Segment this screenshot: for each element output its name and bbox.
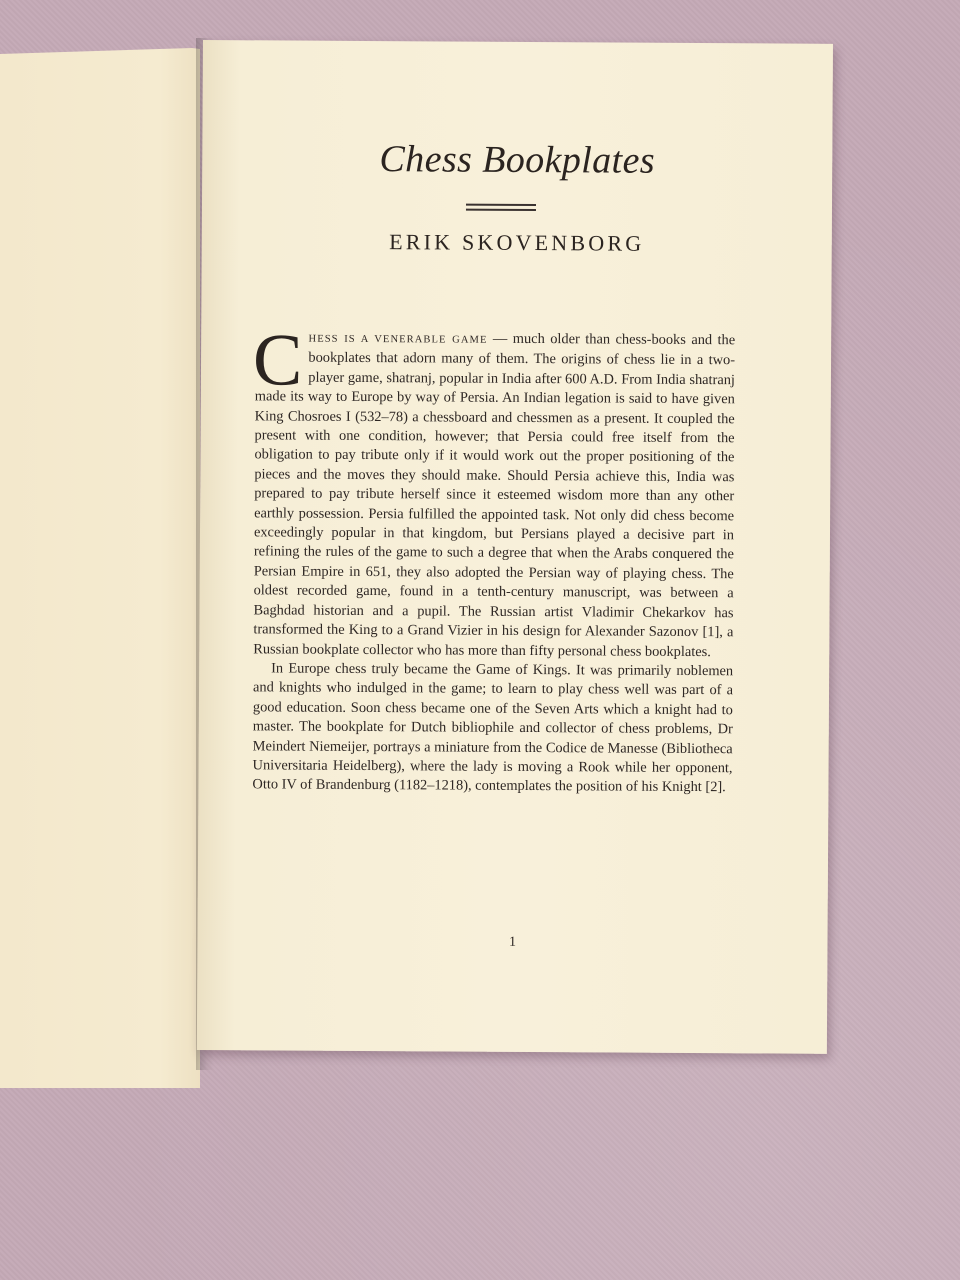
author-name: ERIK SKOVENBORG [389,229,645,256]
title-divider-top [466,204,536,206]
chapter-title: Chess Bookplates [379,138,656,182]
page-number: 1 [508,934,517,950]
paragraph-1-text: — much older than chess-books and the bookplates that adorn many of them. The origins of chess lie in a two-player game, shatranj, popular in India after 600 A.D. From India shatranj made its way to Europe by way of Persia. An Indian legation is said to have given King Chosroes I (532–78) a chessboard and chessmen as a present. It coupled the present with one condition, however; that Persia could free itself from the obligation to pay tribute only if it would work out the proper positioning of the pieces and the moves they should make. Should Persia achieve this, India was prepared to pay tribute herself since it esteemed wisdom more than any other earthly possession. Persia fulfilled the appointed task. Not only did chess become exceedingly popular in that kingdom, but Persians played a decisive part in refining the rules of the game to such a degree that when the Arabs conquered the Persian Empire in 651, they also adopted the Persian way of playing chess. The oldest recorded game, found in a tenth-century manuscript, was between a Baghdad historian and a pupil. The Russian artist Vladimir Chekarkov has transformed the King to a Grand Vizier in his design for Alexander Sazonov [1], a Russian bookplate collector who has more than fifty personal chess bookplates. [253,330,736,660]
right-page [197,40,833,1054]
body-text [252,319,736,798]
paragraph-2: In Europe chess truly became the Game of Kings. It was primarily noblemen and knights who indulged in the game; to learn to play chess well was part of a good education. Soon chess became one of the Seven Arts which a knight had to master. The bookplate for Dutch bibliophile and collector of chess problems, Dr Meindert Niemeijer, portrays a miniature from the Codice de Manesse (Bibliotheca Universitaria Heidelberg), where the lady is moving a Rook while her opponent, Otto IV of Brandenburg (1182–1218), contemplates the position of his Knight [2]. [252,660,734,796]
left-page [0,48,200,1088]
paragraph-lead-smallcaps: HESS IS A VENERABLE GAME [308,333,488,346]
paragraph-1 [252,319,736,662]
drop-cap: C [252,319,303,402]
title-divider-bottom [466,209,536,211]
